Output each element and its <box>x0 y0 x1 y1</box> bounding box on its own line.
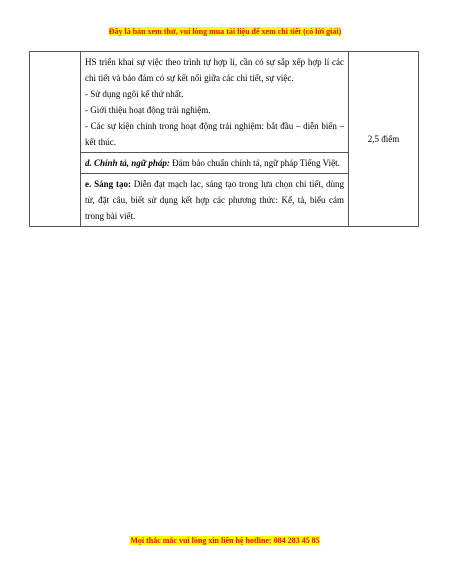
criterion-text: Đảm bảo chuẩn chính tả, ngữ pháp Tiếng Việt. <box>169 158 340 168</box>
spelling-grammar-cell <box>81 153 349 174</box>
content-paragraph: - Sử dụng ngôi kể thứ nhất. <box>85 89 184 99</box>
hotline-banner <box>0 536 450 546</box>
rubric-table <box>29 51 419 227</box>
content-paragraph: - Các sự kiện chính trong hoạt động trải nghiệm: bắt đầu – diễn biến – kết thúc. <box>85 121 344 147</box>
content-paragraph: HS triển khai sự việc theo trình tự hợp lí, cần có sự sắp xếp hợp lí các chi tiết và bảo đảm có sự kết nối giữa các chi tiết, sự việc. <box>85 57 344 83</box>
criterion-heading: d. Chính tả, ngữ pháp: <box>85 158 170 168</box>
creativity-cell <box>81 174 349 227</box>
preview-banner <box>0 27 450 37</box>
preview-banner-text: Đây là bản xem thử, vui lòng mua tài liệu để xem chi tiết (có lời giải) <box>108 27 342 36</box>
criterion-text: Diễn đạt mạch lạc, sáng tạo trong lựa chọn chi tiết, dùng từ, đặt câu, biết sử dụng kết hợp các phương thức: Kể, tả, biểu cảm trong bài viết. <box>85 179 344 221</box>
score-value: 2,5 điểm <box>367 134 400 144</box>
hotline-banner-text: Mọi thắc mắc vui lòng xin liên hệ hotline: 084 283 45 85 <box>130 536 320 545</box>
score-cell <box>349 52 419 227</box>
table-row <box>30 52 419 153</box>
criterion-heading: e. Sáng tạo: <box>85 179 131 189</box>
blank-cell <box>30 52 81 227</box>
content-paragraph: - Giới thiệu hoạt động trải nghiệm. <box>85 105 211 115</box>
content-cell <box>81 52 349 153</box>
